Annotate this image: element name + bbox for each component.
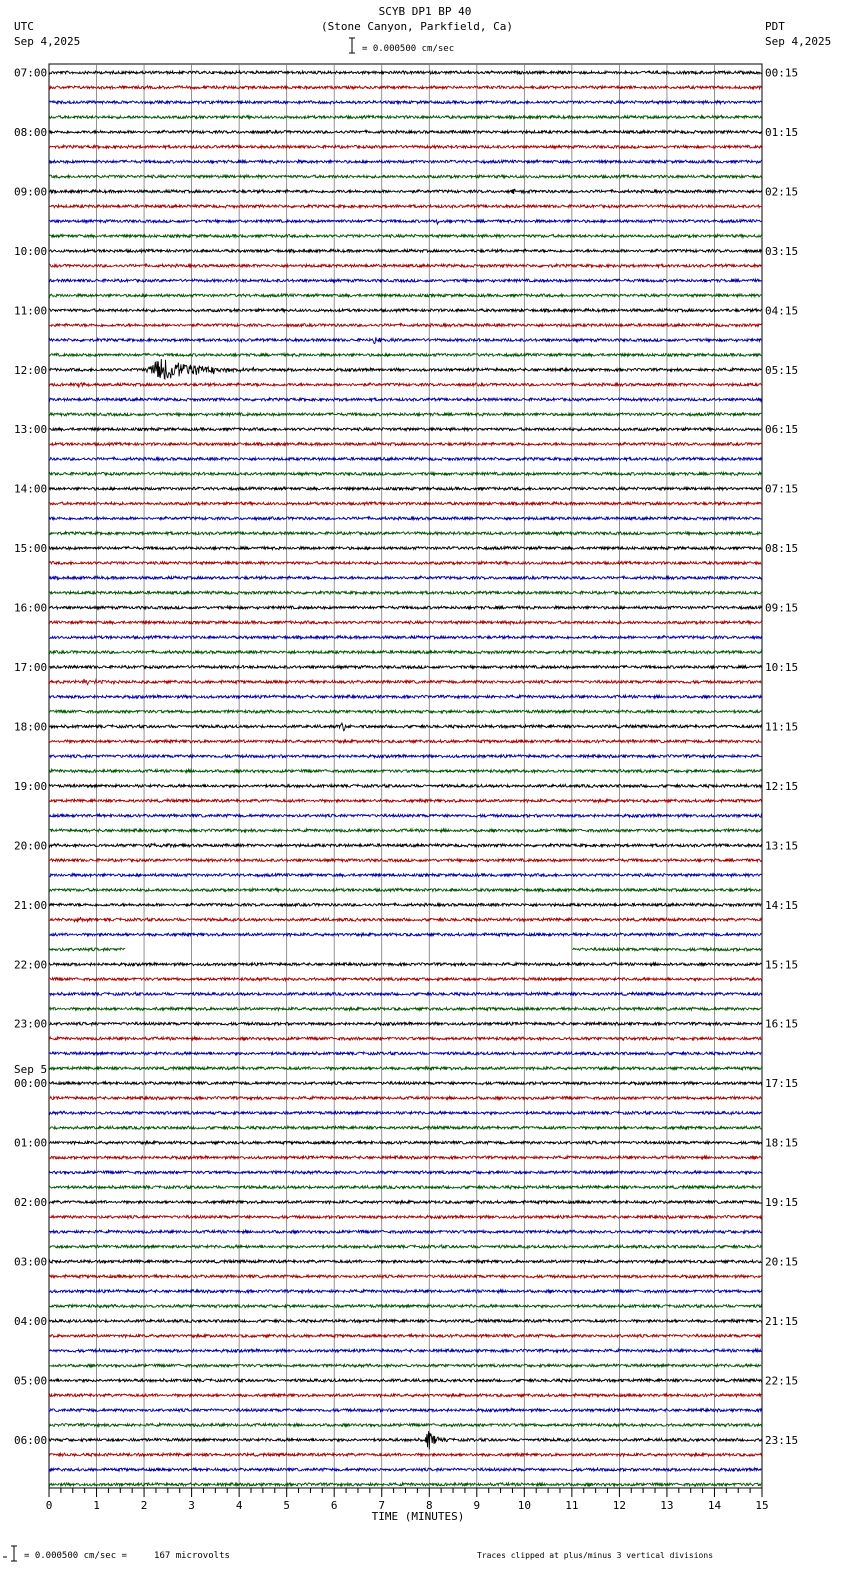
seismic-trace	[49, 1379, 762, 1382]
x-axis	[46, 1488, 769, 1512]
utc-hour-label: 21:00	[14, 898, 48, 912]
seismic-trace	[49, 116, 762, 119]
seismic-trace	[49, 457, 762, 460]
seismic-trace	[49, 428, 762, 431]
pdt-hour-label: 12:15	[765, 779, 799, 793]
utc-hour-label: 19:00	[14, 779, 48, 793]
seismic-trace	[49, 963, 762, 966]
utc-hour-label: 00:00	[14, 1077, 48, 1091]
pdt-hour-label: 20:15	[765, 1255, 799, 1269]
seismic-trace	[49, 1215, 762, 1218]
utc-hour-label: 12:00	[14, 363, 48, 377]
seismic-trace	[49, 1431, 762, 1449]
utc-hour-label: 07:00	[14, 66, 48, 80]
seismic-trace	[49, 666, 762, 669]
seismic-trace	[49, 1037, 762, 1040]
seismic-trace	[49, 903, 762, 906]
seismic-trace	[49, 1201, 762, 1204]
seismic-trace	[49, 1111, 762, 1114]
seismic-trace	[49, 235, 762, 238]
seismic-trace	[49, 695, 762, 698]
utc-hour-label: 18:00	[14, 720, 48, 734]
seismic-trace	[49, 888, 762, 891]
x-tick-label: 15	[755, 1499, 769, 1512]
utc-hour-label: 08:00	[14, 125, 48, 139]
pdt-hour-label: 01:15	[765, 125, 799, 139]
utc-hour-label: 17:00	[14, 661, 48, 674]
seismic-trace	[49, 1423, 762, 1426]
utc-hour-label: 14:00	[14, 482, 48, 496]
seismic-trace	[49, 532, 762, 535]
seismic-trace	[49, 1468, 762, 1471]
seismic-trace	[49, 145, 762, 148]
x-tick-label: 11	[565, 1499, 579, 1512]
seismic-trace	[49, 1156, 762, 1159]
seismic-trace	[49, 1319, 762, 1322]
seismic-trace	[49, 1394, 762, 1397]
seismic-trace	[49, 933, 762, 936]
seismic-trace	[49, 86, 762, 89]
x-tick-label: 2	[140, 1499, 148, 1512]
x-tick-label: 14	[707, 1499, 722, 1512]
utc-hour-label: 11:00	[14, 304, 48, 318]
seismic-trace	[49, 264, 762, 267]
chart-subtitle: (Stone Canyon, Parkfield, Ca)	[320, 20, 514, 33]
scale-label: = 0.000500 cm/sec	[362, 44, 455, 54]
left-timezone: UTC	[14, 20, 34, 33]
seismic-trace	[49, 472, 762, 475]
seismic-trace	[49, 829, 762, 832]
x-tick-label: 8	[425, 1499, 433, 1512]
seismic-trace	[49, 1349, 762, 1352]
seismic-trace	[49, 1409, 762, 1412]
seismic-trace	[49, 710, 762, 713]
utc-hour-label: 05:00	[14, 1374, 48, 1388]
seismic-trace	[49, 740, 762, 743]
seismic-trace	[49, 1126, 762, 1129]
pdt-hour-label: 17:15	[765, 1077, 799, 1091]
seismic-trace	[49, 487, 762, 490]
seismic-trace	[49, 784, 762, 787]
pdt-hour-label: 04:15	[765, 304, 799, 318]
seismic-trace	[49, 175, 762, 178]
seismic-trace	[49, 859, 762, 862]
seismic-trace	[49, 1290, 762, 1293]
seismic-trace	[49, 978, 762, 981]
x-tick-label: 3	[188, 1499, 195, 1512]
seismic-trace	[49, 723, 762, 731]
seismic-trace	[49, 294, 762, 297]
seismic-trace	[49, 576, 762, 579]
seismic-trace	[49, 679, 762, 685]
seismic-trace	[49, 383, 762, 388]
utc-hour-label: 02:00	[14, 1196, 48, 1210]
seismic-trace	[49, 220, 762, 225]
chart-title: SCYB DP1 BP 40	[378, 5, 472, 18]
seismic-trace	[49, 337, 762, 343]
seismic-trace	[49, 561, 762, 564]
date-change-label: Sep 5	[14, 1063, 48, 1077]
utc-hour-label: 06:00	[14, 1433, 48, 1447]
pdt-hour-label: 06:15	[765, 423, 799, 437]
x-tick-label: 13	[660, 1499, 674, 1512]
seismic-trace	[49, 606, 762, 609]
seismic-trace	[49, 1230, 762, 1233]
plot-frame	[49, 64, 762, 1488]
pdt-hour-label: 16:15	[765, 1017, 799, 1031]
grid-lines	[49, 64, 762, 1488]
seismic-trace	[49, 1082, 762, 1085]
utc-hour-label: 16:00	[14, 601, 48, 615]
seismic-trace	[49, 1305, 762, 1308]
seismic-trace	[49, 948, 762, 951]
utc-hour-label: 03:00	[14, 1255, 48, 1269]
x-tick-label: 1	[93, 1499, 100, 1512]
utc-hour-label: 13:00	[14, 423, 48, 437]
utc-hour-label: 04:00	[14, 1314, 48, 1328]
seismic-trace	[49, 1067, 762, 1070]
seismic-trace	[49, 359, 762, 379]
seismic-trace	[49, 309, 762, 312]
seismic-trace	[49, 1171, 762, 1174]
clip-note: Traces clipped at plus/minus 3 vertical divisions	[477, 1551, 714, 1560]
seismic-trace	[49, 843, 762, 847]
seismic-trace	[49, 398, 762, 401]
pdt-hour-label: 08:15	[765, 542, 799, 556]
x-tick-label: 9	[473, 1499, 481, 1512]
seismic-trace	[49, 1245, 762, 1248]
seismic-trace	[49, 814, 762, 817]
seismic-trace	[49, 1453, 762, 1456]
seismic-trace	[49, 1364, 762, 1367]
seismic-trace	[49, 1260, 762, 1263]
seismic-trace	[49, 755, 762, 758]
utc-hour-label: 15:00	[14, 542, 48, 556]
pdt-hour-label: 15:15	[765, 958, 799, 972]
utc-hour-label: 10:00	[14, 244, 48, 258]
seismic-trace	[49, 353, 762, 356]
seismic-trace	[49, 160, 762, 163]
pdt-hour-label: 07:15	[765, 482, 799, 496]
pdt-hour-label: 21:15	[765, 1314, 799, 1328]
seismic-trace	[49, 874, 762, 877]
x-tick-label: 5	[283, 1499, 290, 1512]
pdt-hour-label: 02:15	[765, 185, 799, 199]
seismic-trace	[49, 1022, 762, 1025]
seismic-trace	[49, 1052, 762, 1055]
x-tick-label: 4	[235, 1499, 243, 1512]
trace-group	[49, 71, 762, 1486]
seismic-trace	[49, 101, 762, 104]
seismic-trace	[49, 324, 762, 327]
seismic-trace	[49, 636, 762, 639]
seismic-trace	[49, 1275, 762, 1278]
seismic-trace	[49, 249, 762, 252]
seismic-trace	[49, 770, 762, 773]
seismic-trace	[49, 130, 762, 133]
footer-scale-bar-icon	[3, 1546, 17, 1561]
x-tick-label: 0	[45, 1499, 53, 1512]
seismic-trace	[49, 1007, 762, 1010]
seismic-trace	[49, 502, 762, 505]
seismic-trace	[49, 591, 762, 594]
left-date: Sep 4,2025	[14, 35, 81, 48]
seismic-trace	[49, 1483, 762, 1486]
seismic-trace	[49, 992, 762, 995]
seismic-trace	[49, 621, 762, 625]
x-tick-label: 12	[612, 1499, 627, 1512]
x-tick-label: 6	[330, 1499, 338, 1512]
pdt-hour-label: 09:15	[765, 601, 799, 615]
footer-scale-text: = 0.000500 cm/sec = 167 microvolts	[24, 1551, 230, 1561]
pdt-hour-label: 14:15	[765, 898, 799, 912]
seismic-trace	[49, 413, 762, 416]
utc-hour-label: 23:00	[14, 1017, 48, 1031]
x-tick-label: 10	[517, 1499, 531, 1512]
seismic-trace	[49, 1097, 762, 1100]
pdt-hour-label: 23:15	[765, 1433, 799, 1447]
utc-hour-label: 01:00	[14, 1136, 48, 1150]
right-date: Sep 4,2025	[765, 35, 832, 48]
x-axis-label: TIME (MINUTES)	[371, 1510, 465, 1523]
pdt-hour-label: 18:15	[765, 1136, 799, 1150]
right-timezone: PDT	[765, 20, 785, 33]
seismic-trace	[49, 1334, 762, 1337]
pdt-hour-label: 03:15	[765, 244, 799, 258]
utc-hour-label: 20:00	[14, 839, 48, 853]
utc-hour-label: 09:00	[14, 185, 48, 199]
seismic-trace	[49, 279, 762, 282]
pdt-hour-label: 00:15	[765, 66, 799, 80]
seismic-trace	[49, 1186, 762, 1189]
scale-bar-icon	[349, 38, 355, 53]
pdt-hour-label: 19:15	[765, 1196, 799, 1210]
seismic-trace	[49, 443, 762, 446]
pdt-hour-label: 05:15	[765, 363, 799, 377]
seismic-trace	[49, 71, 762, 74]
seismic-trace	[49, 205, 762, 208]
seismic-trace	[49, 799, 762, 802]
seismic-trace	[49, 1141, 762, 1144]
seismic-trace	[49, 517, 762, 520]
seismic-trace	[49, 547, 762, 550]
pdt-hour-label: 10:15	[765, 661, 799, 674]
x-tick-label: 7	[378, 1499, 386, 1512]
pdt-hour-label: 13:15	[765, 839, 799, 853]
utc-hour-label: 22:00	[14, 958, 48, 972]
seismic-trace	[49, 189, 762, 194]
seismic-trace	[49, 917, 762, 922]
pdt-hour-label: 22:15	[765, 1374, 799, 1388]
seismic-trace	[49, 651, 762, 654]
pdt-hour-label: 11:15	[765, 720, 799, 734]
